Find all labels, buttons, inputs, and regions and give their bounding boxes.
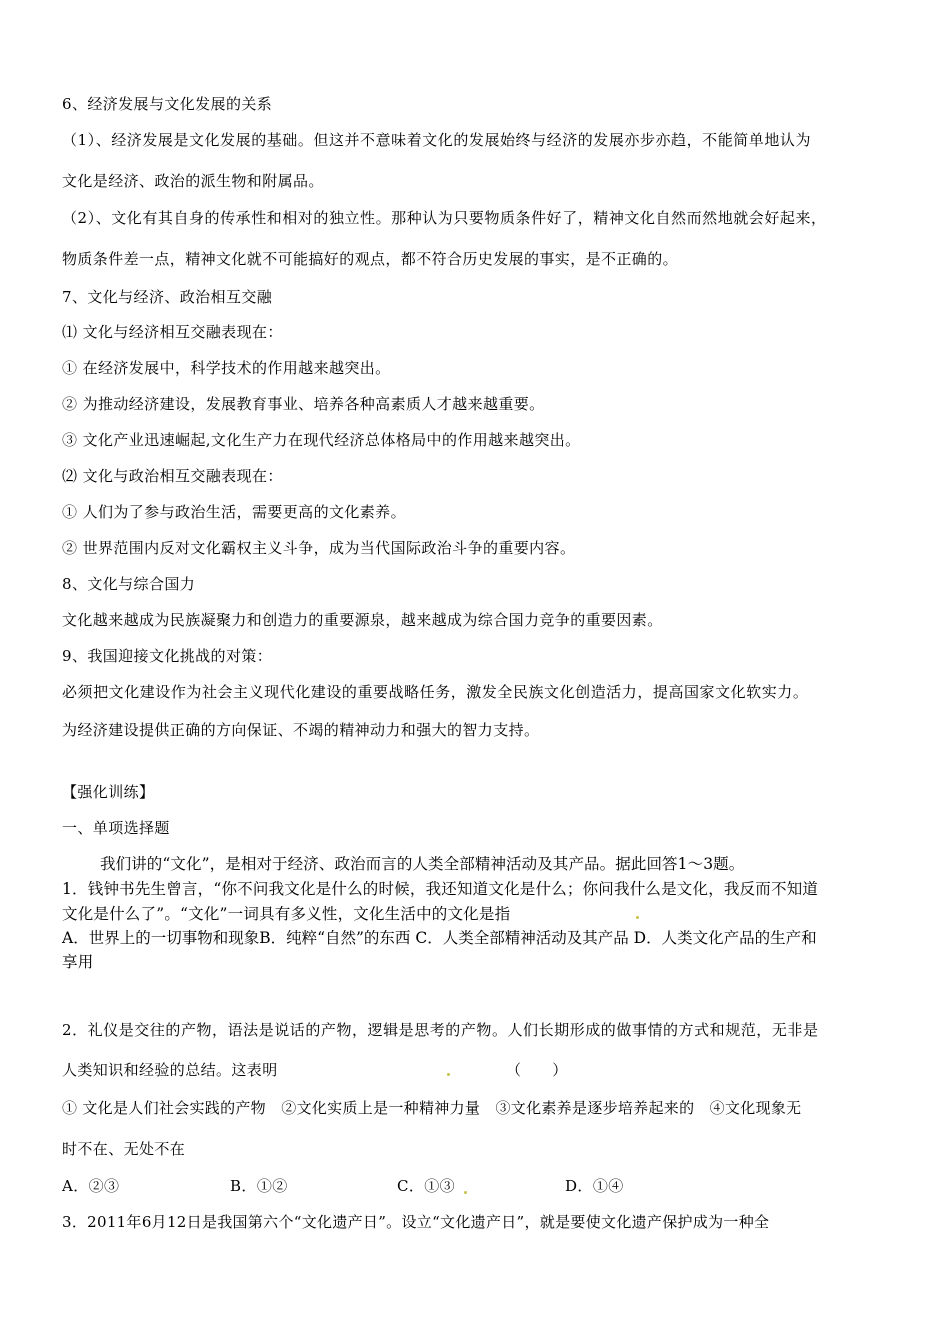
question-2-line: 人类知识和经验的总结。这表明 — [62, 1061, 278, 1079]
paragraph-line: 文化是经济、政治的派生物和附属品。 — [62, 172, 324, 190]
heading-9: 9、我国迎接文化挑战的对策： — [62, 647, 273, 665]
question-3-line: 3．2011年6月12日是我国第六个“文化遗产日”。设立“文化遗产日”，就是要使文化遗产保护成为一种全 — [62, 1213, 770, 1231]
heading-7: 7、文化与经济、政治相互交融 — [62, 288, 273, 306]
answer-bracket: （ ） — [506, 1061, 568, 1079]
question-1-line: 文化是什么了”。“文化”一词具有多义性，文化生活中的文化是指 — [62, 905, 511, 923]
stray-dot — [447, 1073, 450, 1076]
stray-dot — [636, 916, 639, 919]
question-1-options: 享用 — [62, 953, 94, 971]
paragraph-line: 为经济建设提供正确的方向保证、不竭的精神动力和强大的智力支持。 — [62, 721, 540, 739]
section-subtitle: 一、单项选择题 — [62, 819, 170, 837]
question-1-options: A．世界上的一切事物和现象B．纯粹“自然”的东西 C．人类全部精神活动及其产品 D．人类文化产品的生产和 — [62, 929, 817, 947]
paragraph-line: 必须把文化建设作为社会主义现代化建设的重要战略任务，激发全民族文化创造活力，提高国家文化软实力。 — [62, 683, 809, 701]
question-2-statements: 时不在、无处不在 — [62, 1140, 186, 1158]
option-a: A．②③ — [62, 1177, 120, 1195]
question-2-line: 2．礼仪是交往的产物，语法是说话的产物，逻辑是思考的产物。人们长期形成的做事情的方式和规范，无非是 — [62, 1021, 819, 1039]
section-title: 【强化训练】 — [62, 783, 155, 801]
list-item: ① 人们为了参与政治生活，需要更高的文化素养。 — [62, 503, 406, 521]
paragraph-line: 物质条件差一点，精神文化就不可能搞好的观点，都不符合历史发展的事实，是不正确的。 — [62, 250, 679, 268]
list-item: ② 为推动经济建设，发展教育事业、培养各种高素质人才越来越重要。 — [62, 395, 545, 413]
question-2-statements: ① 文化是人们社会实践的产物 ②文化实质上是一种精神力量 ③文化素养是逐步培养起来的 ④文化现象无 — [62, 1099, 802, 1117]
option-d: D．①④ — [565, 1177, 624, 1195]
option-b: B．①② — [230, 1177, 288, 1195]
list-item: ② 世界范围内反对文化霸权主义斗争，成为当代国际政治斗争的重要内容。 — [62, 539, 576, 557]
heading-8: 8、文化与综合国力 — [62, 575, 196, 593]
paragraph-line: （1）、经济发展是文化发展的基础。但这并不意味着文化的发展始终与经济的发展亦步亦趋，不能简单地认为 — [62, 131, 811, 149]
paragraph-line: 文化越来越成为民族凝聚力和创造力的重要源泉，越来越成为综合国力竞争的重要因素。 — [62, 611, 663, 629]
option-c: C．①③ — [397, 1177, 456, 1195]
list-item: ① 在经济发展中，科学技术的作用越来越突出。 — [62, 359, 391, 377]
subheading: ⑴ 文化与经济相互交融表现在： — [62, 323, 283, 341]
question-1-line: 1．钱钟书先生曾言，“你不问我文化是什么的时候，我还知道文化是什么；你问我什么是文化，我反而不知道 — [62, 880, 819, 898]
stray-dot — [464, 1191, 467, 1194]
list-item: ③ 文化产业迅速崛起,文化生产力在现代经济总体格局中的作用越来越突出。 — [62, 431, 581, 449]
paragraph-line: （2）、文化有其自身的传承性和相对的独立性。那种认为只要物质条件好了，精神文化自然而然地就会好起来， — [62, 209, 827, 227]
heading-6: 6、经济发展与文化发展的关系 — [62, 95, 273, 113]
question-intro: 我们讲的“文化”，是相对于经济、政治而言的人类全部精神活动及其产品。据此回答1～3题。 — [100, 855, 745, 873]
subheading: ⑵ 文化与政治相互交融表现在： — [62, 467, 283, 485]
